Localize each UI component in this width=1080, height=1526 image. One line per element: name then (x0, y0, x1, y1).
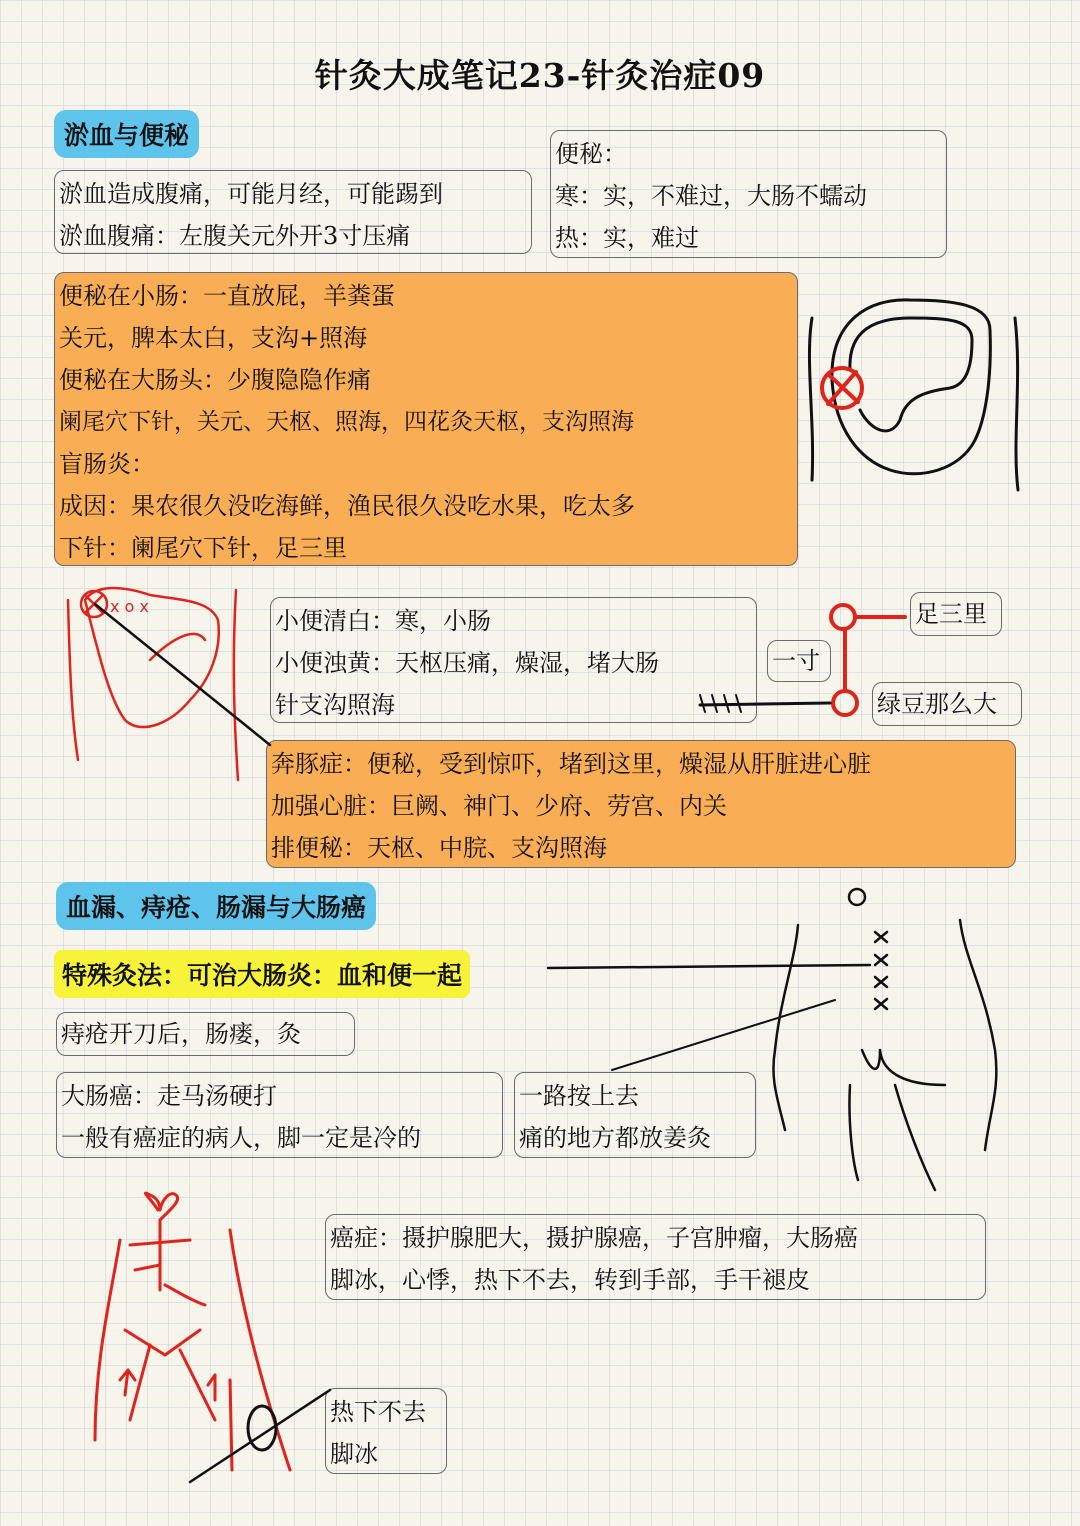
press-line-1: 一路按上去 (519, 1082, 639, 1110)
detail-line-5: 盲肠炎： (59, 450, 155, 478)
page-title: 针灸大成笔记23-针灸治症09 (314, 56, 766, 95)
cancer-line-1: 大肠癌：走马汤硬打 (61, 1082, 277, 1110)
symptom-line-2: 脚冰，心悸，热下不去，转到手部，手干褪皮 (330, 1266, 810, 1294)
urine-line-1: 小便清白：寒，小肠 (275, 607, 491, 635)
svg-text:x o x: x o x (110, 597, 149, 616)
section-tag-stasis-constipation: 淤血与便秘 (54, 110, 199, 158)
one-cun-label: 一寸 (767, 640, 831, 682)
detail-line-6: 成因：果农很久没吃海鲜，渔民很久没吃水果，吃太多 (59, 492, 635, 520)
press-pointer (612, 1000, 835, 1070)
red-body-sketch-icon (95, 1193, 290, 1470)
pointer-line (95, 604, 270, 745)
crossed-circle-icon (822, 368, 862, 408)
constipation-line-2: 寒：实，不难过，大肠不蠕动 (555, 182, 867, 210)
mung-bean-pointer (700, 703, 830, 705)
detail-line-7: 下针：阑尾穴下针，足三里 (59, 534, 347, 562)
zusanli-label: 足三里 (910, 592, 1002, 636)
moxa-points-icon (875, 932, 887, 1009)
symptom-line-1: 癌症：摄护腺肥大，摄护腺癌，子宫肿瘤，大肠癌 (330, 1224, 858, 1252)
heat-line-1: 热下不去 (330, 1398, 426, 1426)
hemorrhoid-box: 痔疮开刀后，肠瘘，灸 (56, 1012, 355, 1056)
detail-line-3: 便秘在大肠头：少腹隐隐作痛 (59, 366, 371, 394)
urine-line-3: 针支沟照海 (275, 691, 395, 719)
mung-bean-label: 绿豆那么大 (872, 682, 1022, 726)
heat-pointer (190, 1390, 330, 1482)
constipation-line-1: 便秘： (555, 140, 627, 168)
bentun-line-2: 加强心脏：巨阙、神门、少府、劳宫、内关 (271, 792, 727, 820)
cancer-line-2: 一般有癌症的病人，脚一定是冷的 (61, 1124, 421, 1152)
bentun-line-3: 排便秘：天枢、中脘、支沟照海 (271, 834, 607, 862)
zusanli-diagram-icon (831, 605, 905, 715)
press-line-2: 痛的地方都放姜灸 (519, 1124, 711, 1152)
detail-line-4: 阑尾穴下针，关元、天枢、照海，四花灸天枢，支沟照海 (59, 409, 634, 435)
section-tag-hemorrhoid-cancer: 血漏、痔疮、肠漏与大肠癌 (56, 882, 376, 930)
detail-line-1: 便秘在小肠：一直放屁，羊粪蛋 (59, 282, 395, 310)
colon-sketch-icon (809, 300, 1018, 490)
stasis-line-2: 淤血腹痛：左腹关元外开3寸压痛 (59, 222, 411, 250)
heat-line-2: 脚冰 (330, 1440, 378, 1468)
red-colon-sketch-icon (68, 588, 238, 780)
stasis-line-1: 淤血造成腹痛，可能月经，可能踢到 (59, 180, 443, 208)
bentun-line-1: 奔豚症：便秘，受到惊吓，堵到这里，燥湿从肝脏进心脏 (271, 750, 871, 778)
constipation-line-3: 热：实，难过 (555, 224, 699, 252)
detail-line-2: 关元，脾本太白，支沟+照海 (59, 324, 368, 352)
special-moxibustion-tag: 特殊灸法：可治大肠炎：血和便一起 (54, 950, 470, 998)
urine-line-2: 小便浊黄：天枢压痛，燥湿，堵大肠 (275, 649, 659, 677)
special-moxa-pointer (548, 965, 870, 968)
